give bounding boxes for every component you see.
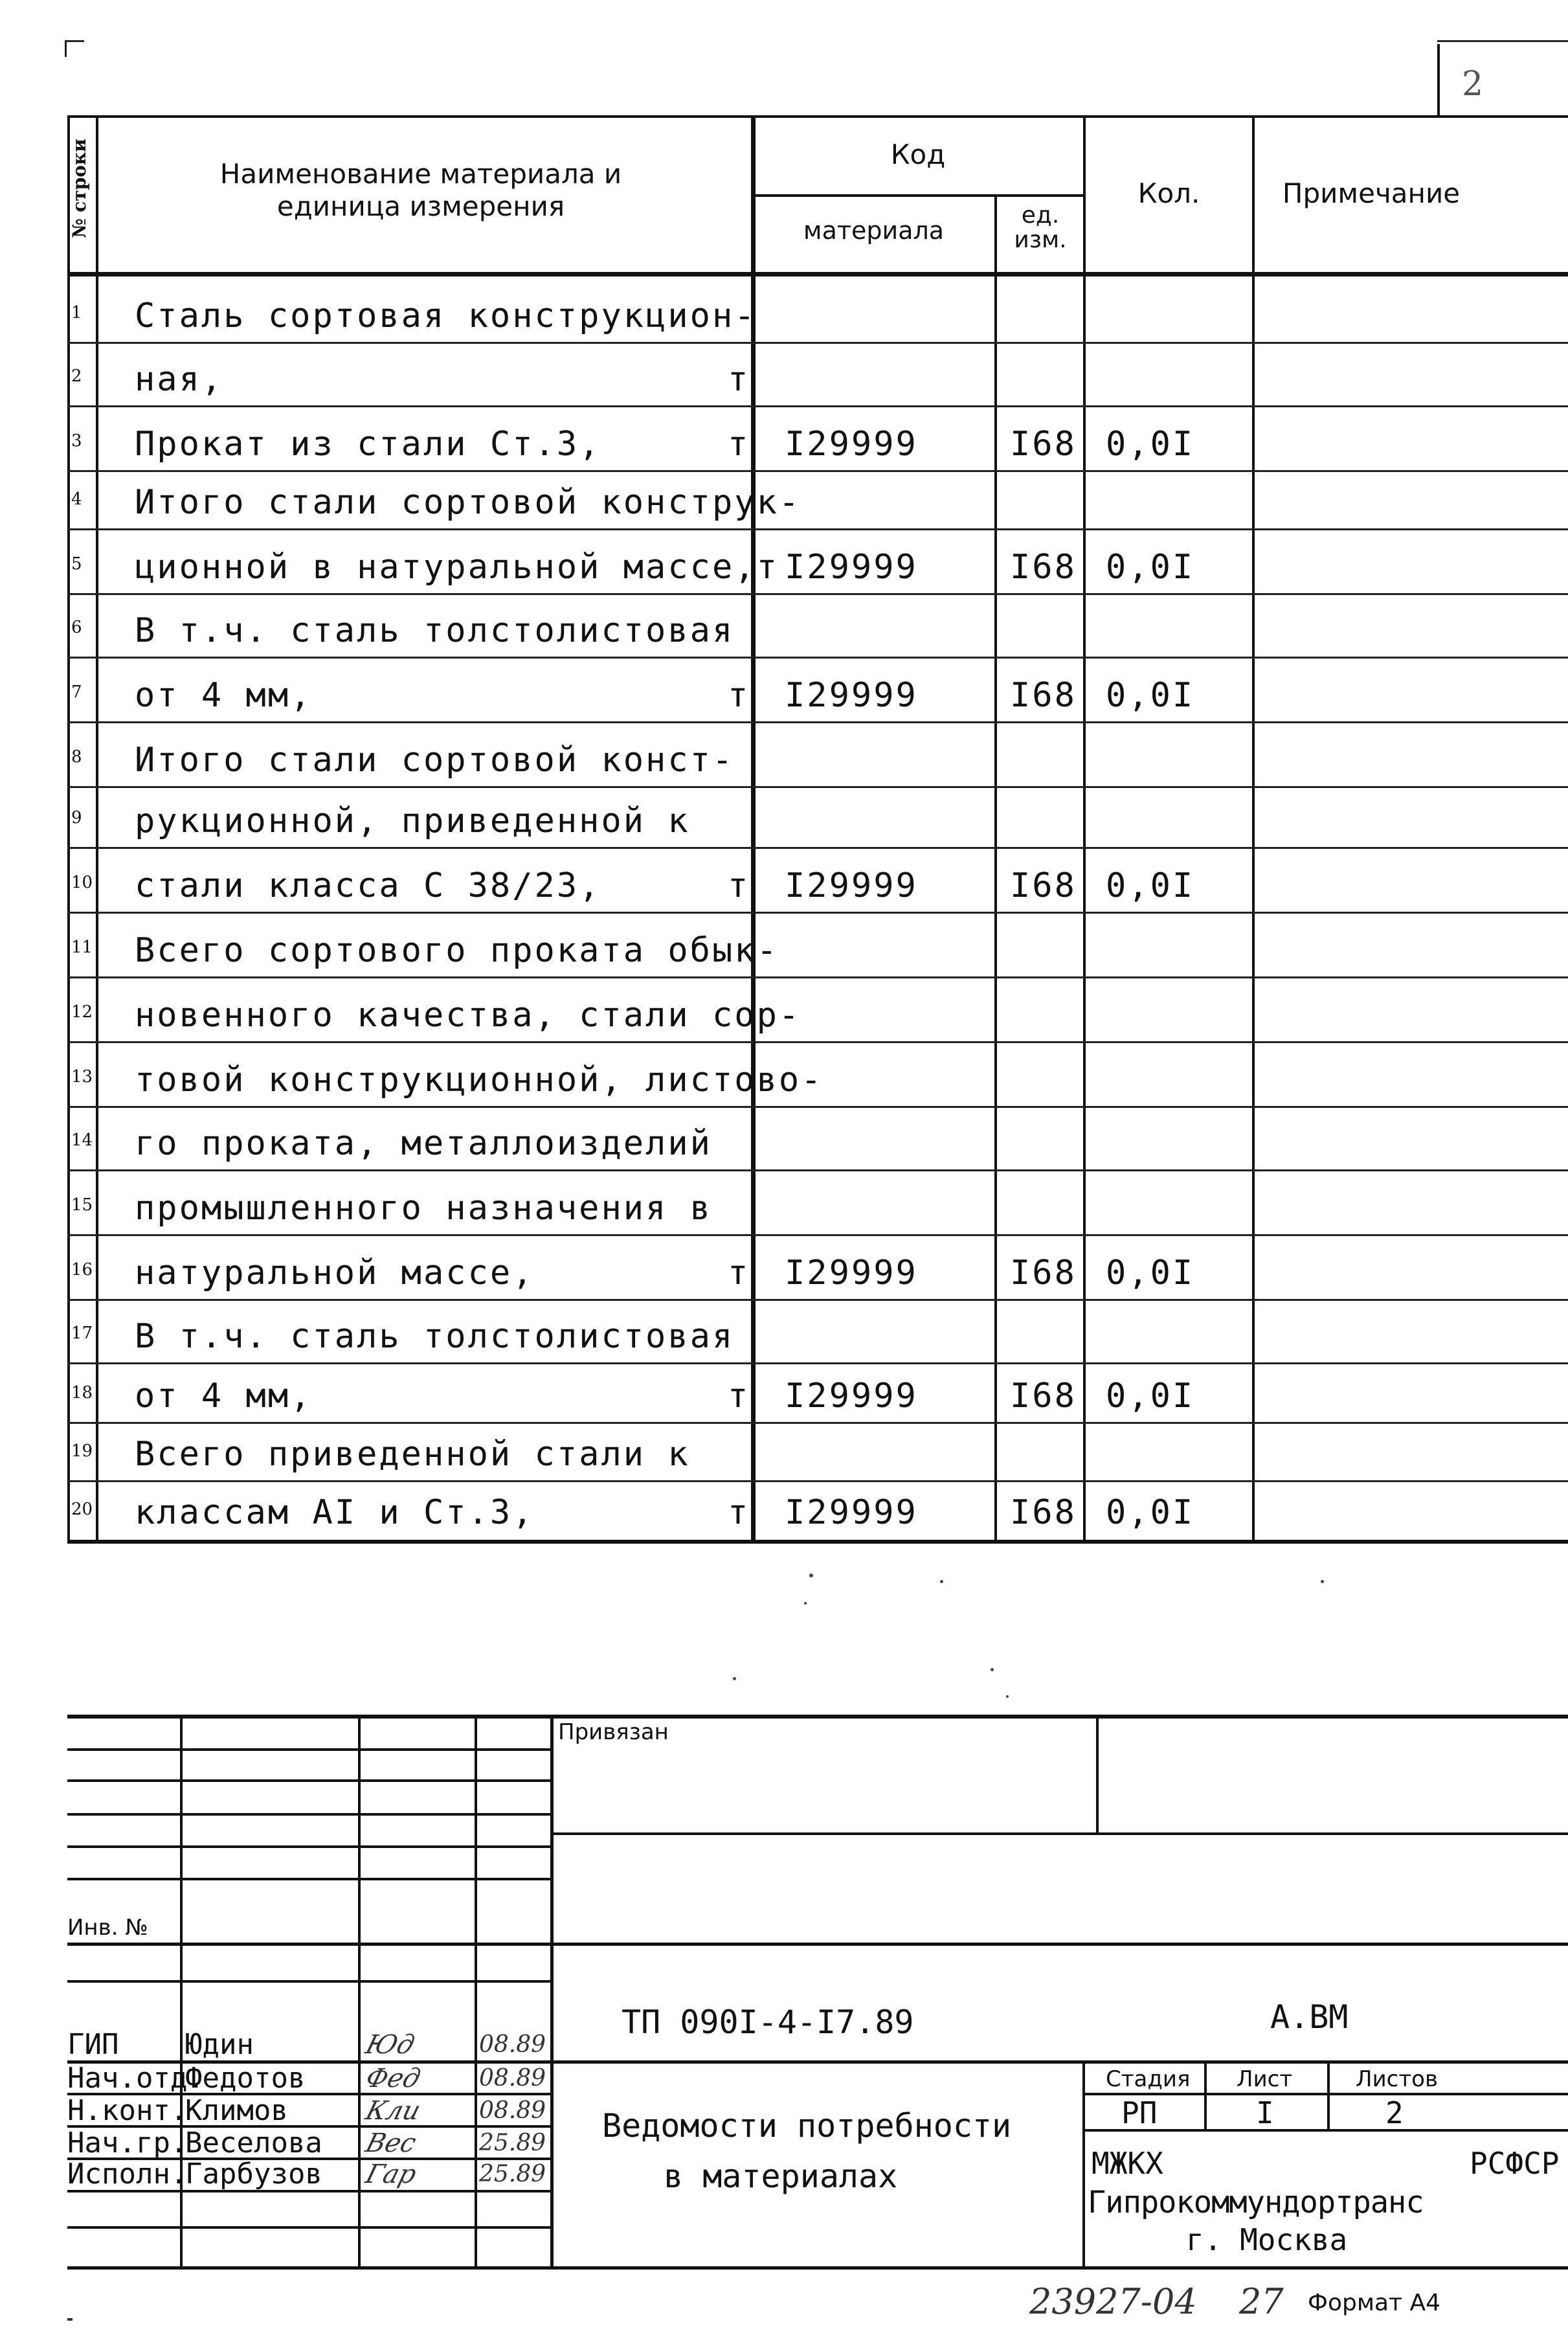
archive-page-number: 27 xyxy=(1239,2281,1284,2322)
sheet-value: I xyxy=(1256,2095,1274,2130)
table-row xyxy=(67,913,1568,978)
material-name: ная, xyxy=(135,360,224,399)
sheets-value: 2 xyxy=(1385,2095,1404,2130)
signer-name: Федотов xyxy=(185,2062,306,2095)
signer-date: 25.89 xyxy=(479,2130,546,2156)
signer-date: 25.89 xyxy=(479,2161,546,2187)
signer-role: ГИП xyxy=(67,2028,119,2061)
material-name: В т.ч. сталь толстолистовая xyxy=(135,1317,735,1356)
table-row xyxy=(67,1043,1568,1107)
signer-name: Климов xyxy=(185,2094,288,2127)
stage-label: Стадия xyxy=(1106,2066,1191,2092)
row-number: 2 xyxy=(71,366,82,386)
unit-of-measure: т xyxy=(728,676,750,715)
material-name: натуральной массе, xyxy=(135,1254,535,1292)
corner-page-number: 2 xyxy=(1462,65,1484,104)
sheet-label: Лист xyxy=(1237,2066,1293,2092)
row-number: 6 xyxy=(71,618,82,637)
signer-name: Веселова xyxy=(185,2126,322,2159)
material-name: Всего сортового проката обык- xyxy=(135,931,779,970)
tb-vline xyxy=(1096,1715,1099,1832)
material-name: промышленного назначения в xyxy=(135,1189,712,1228)
row-number: 1 xyxy=(71,303,82,322)
unit-code: I68 xyxy=(1010,548,1077,587)
archive-number: 23927-04 xyxy=(1029,2281,1197,2322)
row-number: 20 xyxy=(71,1500,93,1519)
table-row xyxy=(67,1423,1568,1482)
row-number: 4 xyxy=(71,490,82,509)
document-title-line-1: Ведомости потребности xyxy=(602,2107,1012,2145)
header-quantity: Кол. xyxy=(1137,177,1200,209)
inv-number-label: Инв. № xyxy=(67,1915,148,1941)
table-row xyxy=(67,787,1568,848)
quantity: 0,0I xyxy=(1106,1254,1195,1292)
table-row xyxy=(67,1171,1568,1235)
signer-role: Нач.отд. xyxy=(67,2062,205,2095)
signer-signature: Вес xyxy=(362,2128,420,2158)
material-name: новенного качества, стали сор- xyxy=(135,996,801,1035)
bottom-left-mark xyxy=(67,2318,73,2321)
table-row xyxy=(67,407,1568,471)
row-number: 16 xyxy=(71,1260,93,1279)
quantity: 0,0I xyxy=(1106,676,1195,715)
tb-vline xyxy=(550,1715,554,2266)
document-title-line-2: в материалах xyxy=(664,2158,898,2195)
tb-vline xyxy=(1204,2060,1207,2129)
unit-code: I68 xyxy=(1010,1377,1077,1415)
unit-code: I68 xyxy=(1010,866,1077,905)
code-subheader-line xyxy=(753,194,1084,197)
material-name: го проката, металлоизделий xyxy=(135,1124,712,1163)
document-code: ТП 090I-4-I7.89 xyxy=(622,2003,914,2041)
material-name: Итого стали сортовой конст- xyxy=(135,741,735,780)
material-name: классам АI и Ст.3, xyxy=(135,1493,535,1532)
tb-line xyxy=(67,1779,550,1782)
table-row xyxy=(67,1364,1568,1423)
table-row xyxy=(67,658,1568,723)
tb-bottom-border xyxy=(67,2266,1568,2270)
material-code: I29999 xyxy=(785,676,918,715)
row-number: 17 xyxy=(71,1324,93,1343)
unit-code: I68 xyxy=(1010,676,1077,715)
signer-role: Нач.гр. xyxy=(67,2126,188,2159)
stage-value: РП xyxy=(1121,2095,1158,2130)
tb-line xyxy=(67,1813,550,1816)
material-code: I29999 xyxy=(785,866,918,905)
header-code-unit: ед. изм. xyxy=(1014,202,1067,253)
table-row xyxy=(67,277,1568,343)
quantity: 0,0I xyxy=(1106,548,1195,587)
table-row xyxy=(67,1300,1568,1364)
tb-line xyxy=(67,1845,550,1848)
row-number: 12 xyxy=(71,1002,93,1022)
row-number: 11 xyxy=(71,938,93,957)
tb-line xyxy=(67,2226,550,2229)
signer-signature: Гар xyxy=(362,2159,420,2189)
material-name: В т.ч. сталь толстолистовая xyxy=(135,611,735,650)
unit-code: I68 xyxy=(1010,1254,1077,1292)
page-number-box-top-border xyxy=(1437,40,1568,42)
unit-of-measure: т xyxy=(728,1254,750,1292)
unit-code: I68 xyxy=(1010,425,1077,464)
tb-top-border xyxy=(67,1715,1568,1719)
signer-signature: Кли xyxy=(362,2096,424,2126)
sheet-mark: А.ВМ xyxy=(1270,1998,1349,2036)
sheets-label: Листов xyxy=(1356,2066,1439,2092)
tb-line xyxy=(67,1943,1568,1946)
signer-signature: Юд xyxy=(362,2030,418,2060)
paper-format-label: Формат А4 xyxy=(1308,2290,1441,2316)
header-code: Код xyxy=(890,139,946,170)
material-code: I29999 xyxy=(785,1254,918,1292)
tb-vline xyxy=(1082,2060,1085,2266)
unit-of-measure: т xyxy=(728,866,750,905)
table-row xyxy=(67,1482,1568,1540)
material-code: I29999 xyxy=(785,1377,918,1415)
material-code: I29999 xyxy=(785,1493,918,1532)
tb-line xyxy=(67,1748,550,1751)
table-top-border xyxy=(67,115,1568,118)
unit-of-measure: т xyxy=(728,1377,750,1415)
unit-code: I68 xyxy=(1010,1493,1077,1532)
table-row xyxy=(67,1235,1568,1300)
organization-city: г. Москва xyxy=(1186,2222,1348,2257)
quantity: 0,0I xyxy=(1106,1377,1195,1415)
signer-name: Гарбузов xyxy=(185,2158,322,2191)
tb-vline xyxy=(475,1715,477,2266)
signer-role: Н.конт. xyxy=(67,2094,188,2127)
row-number: 3 xyxy=(71,431,82,451)
material-name: стали класса С 38/23, xyxy=(135,866,601,905)
table-row xyxy=(67,723,1568,787)
tb-line xyxy=(67,1878,550,1880)
material-name: рукционной, приведенной к xyxy=(135,802,690,840)
quantity: 0,0I xyxy=(1106,425,1195,464)
signer-name: Юдин xyxy=(185,2028,254,2061)
material-name: ционной в натуральной массе,т xyxy=(135,548,779,587)
material-name: Сталь сортовая конструкцион- xyxy=(135,297,757,335)
material-name: товой конструкционной, листово- xyxy=(135,1061,823,1099)
table-row xyxy=(67,594,1568,658)
row-number: 18 xyxy=(71,1383,93,1403)
row-number: 8 xyxy=(71,747,82,767)
signer-date: 08.89 xyxy=(479,2031,546,2058)
table-row xyxy=(67,978,1568,1043)
row-number: 9 xyxy=(71,808,82,828)
tb-vline xyxy=(1327,2060,1330,2129)
row-number: 14 xyxy=(71,1131,93,1150)
material-name: от 4 мм, xyxy=(135,676,313,715)
row-number: 5 xyxy=(71,554,82,574)
row-number: 15 xyxy=(71,1195,93,1215)
table-row xyxy=(67,471,1568,530)
table-row xyxy=(67,343,1568,407)
material-name: от 4 мм, xyxy=(135,1377,313,1415)
unit-of-measure: т xyxy=(728,360,750,399)
tb-vline xyxy=(358,1715,361,2266)
tb-line xyxy=(550,1832,1568,1835)
header-bottom-border xyxy=(67,272,1568,276)
header-material-name: Наименование материала и единица измерения xyxy=(219,158,622,223)
row-number: 10 xyxy=(71,873,93,892)
material-name: Прокат из стали Ст.3, xyxy=(135,425,601,464)
signer-signature: Фед xyxy=(362,2064,424,2093)
signer-date: 08.89 xyxy=(479,2065,546,2091)
table-row xyxy=(67,848,1568,913)
row-number: 19 xyxy=(71,1441,93,1461)
material-name: Итого стали сортовой конструк- xyxy=(135,483,801,522)
tb-line xyxy=(67,1980,550,1983)
quantity: 0,0I xyxy=(1106,866,1195,905)
privyazan-label: Привязан xyxy=(558,1719,669,1745)
header-row-number: № строки xyxy=(69,139,90,238)
organization-name: Гипрокоммундортранс xyxy=(1088,2185,1424,2220)
organization-ministry: МЖКХ xyxy=(1092,2146,1163,2181)
table-row xyxy=(67,530,1568,594)
header-code-material: материала xyxy=(803,216,945,245)
unit-of-measure: т xyxy=(728,1493,750,1532)
row-number: 13 xyxy=(71,1067,93,1087)
table-bottom-border xyxy=(67,1540,1568,1544)
organization-republic: РСФСР xyxy=(1470,2146,1560,2181)
row-number: 7 xyxy=(71,682,82,702)
page-number-box-left-border xyxy=(1437,44,1440,115)
table-row xyxy=(67,1107,1568,1171)
material-code: I29999 xyxy=(785,548,918,587)
signer-date: 08.89 xyxy=(479,2097,546,2124)
material-code: I29999 xyxy=(785,425,918,464)
quantity: 0,0I xyxy=(1106,1493,1195,1532)
material-name: Всего приведенной стали к xyxy=(135,1435,690,1474)
unit-of-measure: т xyxy=(728,425,750,464)
signer-role: Исполн. xyxy=(67,2158,188,2191)
header-note: Примечание xyxy=(1282,177,1461,209)
